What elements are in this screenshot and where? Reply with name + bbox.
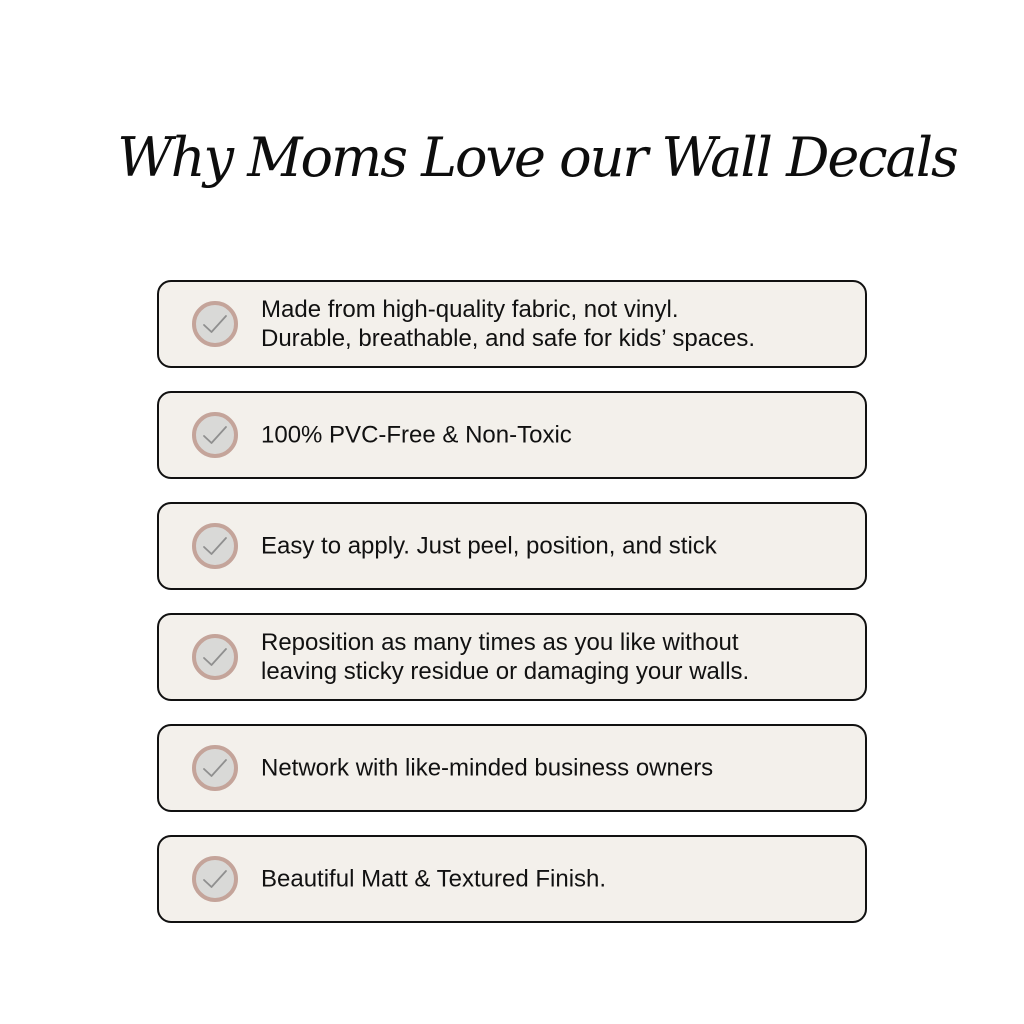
- feature-text-line: Durable, breathable, and safe for kids’ spaces.: [261, 325, 756, 352]
- feature-text-line: leaving sticky residue or damaging your walls.: [261, 658, 750, 685]
- feature-text: [261, 865, 849, 894]
- feature-text-line: Network with like-minded business owners: [261, 754, 714, 782]
- feature-item: [157, 724, 867, 812]
- feature-text: [261, 421, 849, 450]
- feature-text: [261, 628, 849, 686]
- feature-item: [157, 280, 867, 368]
- feature-text-line: 100% PVC-Free & Non-Toxic: [261, 421, 572, 449]
- feature-item: [157, 502, 867, 590]
- feature-text-line: Easy to apply. Just peel, position, and stick: [261, 532, 717, 560]
- checkmark-circle-icon: [191, 522, 239, 570]
- checkmark-circle-icon: [191, 855, 239, 903]
- feature-item: [157, 613, 867, 701]
- page-title: Why Moms Love our Wall Decals: [117, 126, 957, 189]
- feature-item: [157, 835, 867, 923]
- checkmark-circle-icon: [191, 300, 239, 348]
- checkmark-circle-icon: [191, 633, 239, 681]
- feature-text: [261, 532, 849, 561]
- feature-text: [261, 754, 849, 783]
- feature-text: [261, 295, 849, 353]
- feature-text-line: Beautiful Matt & Textured Finish.: [261, 865, 607, 893]
- checkmark-circle-icon: [191, 744, 239, 792]
- feature-text-line: Made from high-quality fabric, not vinyl.: [261, 296, 679, 323]
- checkmark-circle-icon: [191, 411, 239, 459]
- feature-list: [157, 280, 867, 946]
- feature-item: [157, 391, 867, 479]
- feature-text-line: Reposition as many times as you like without: [261, 629, 739, 656]
